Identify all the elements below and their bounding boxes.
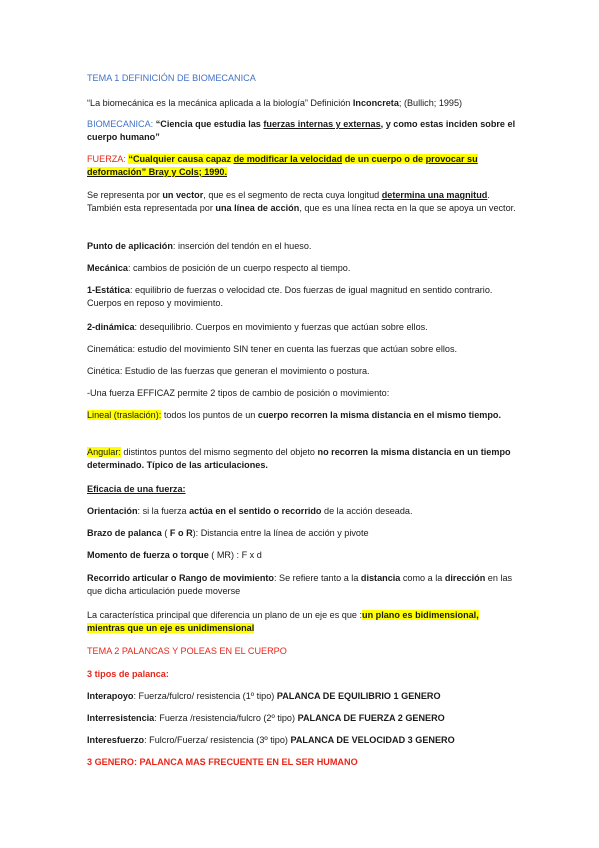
paragraph-lineal: Lineal (traslación): todos los puntos de un cuerpo recorren la misma distancia en el mismo tiempo. [87, 410, 501, 420]
paragraph-palanca-frecuente: 3 GENERO: PALANCA MAS FRECUENTE EN EL SER HUMANO [87, 757, 358, 767]
paragraph-interapoyo: Interapoyo: Fuerza/fulcro/ resistencia (1º tipo) PALANCA DE EQUILIBRIO 1 GENERO [87, 691, 441, 701]
paragraph-momento-fuerza: Momento de fuerza o torque ( MR) : F x d [87, 550, 262, 560]
heading-tema-2: TEMA 2 PALANCAS Y POLEAS EN EL CUERPO [87, 646, 287, 656]
paragraph-biomecanica: BIOMECANICA: “Ciencia que estudia las fuerzas internas y externas, y como estas inciden sobre el cuerpo humano” [87, 119, 516, 142]
paragraph-mecanica: Mecánica: cambios de posición de un cuerpo respecto al tiempo. [87, 263, 351, 273]
paragraph-orientacion: Orientación: si la fuerza actúa en el sentido o recorrido de la acción deseada. [87, 506, 413, 516]
paragraph-recorrido-articular: Recorrido articular o Rango de movimiento: Se refiere tanto a la distancia como a la dirección en las que dicha articulación puede moverse [87, 573, 513, 596]
paragraph-cinematica: Cinemática: estudio del movimiento SIN tener en cuenta las fuerzas que actúan sobre ellos. [87, 344, 458, 354]
paragraph-fuerza: FUERZA: “Cualquier causa capaz de modificar la velocidad de un cuerpo o de provocar su deformación” Bray y Cols; 1990. [87, 154, 478, 177]
paragraph-angular: Angular: distintos puntos del mismo segmento del objeto no recorren la misma distancia en un tiempo determinado. Típico de las articulaciones. [87, 447, 511, 470]
paragraph-fuerza-eficaz: -Una fuerza EFFICAZ permite 2 tipos de cambio de posición o movimiento: [87, 388, 390, 398]
paragraph-vector: Se representa por un vector, que es el segmento de recta cuya longitud determina una magnitud. También esta representada por una línea de acción, que es una línea recta en la que se apoya un vector. [87, 190, 516, 213]
paragraph-punto-aplicacion: Punto de aplicación: inserción del tendón en el hueso. [87, 241, 312, 251]
paragraph-definicion: “La biomecánica es la mecánica aplicada a la biología” Definición Inconcreta; (Bullich; 1995) [87, 98, 463, 108]
paragraph-plano-eje: La característica principal que diferencia un plano de un eje es que :un plano es bidimensional, mientras que un eje es unidimensional [87, 610, 479, 633]
paragraph-brazo-palanca: Brazo de palanca ( F o R): Distancia entre la línea de acción y pivote [87, 528, 369, 538]
heading-eficacia-fuerza: Eficacia de una fuerza: [87, 484, 186, 494]
heading-tema-1: TEMA 1 DEFINICIÓN DE BIOMECANICA [87, 73, 256, 83]
paragraph-dinamica: 2-dinámica: desequilibrio. Cuerpos en movimiento y fuerzas que actúan sobre ellos. [87, 322, 428, 332]
paragraph-cinetica: Cinética: Estudio de las fuerzas que generan el movimiento o postura. [87, 366, 370, 376]
heading-tipos-palanca: 3 tipos de palanca: [87, 669, 169, 679]
paragraph-estatica: 1-Estática: equilibrio de fuerzas o velocidad cte. Dos fuerzas de igual magnitud en sentido contrario. Cuerpos en reposo y movimiento. [87, 285, 493, 308]
paragraph-interresistencia: Interresistencia: Fuerza /resistencia/fulcro (2º tipo) PALANCA DE FUERZA 2 GENERO [87, 713, 445, 723]
paragraph-interesfuerzo: Interesfuerzo: Fulcro/Fuerza/ resistencia (3º tipo) PALANCA DE VELOCIDAD 3 GENERO [87, 735, 455, 745]
